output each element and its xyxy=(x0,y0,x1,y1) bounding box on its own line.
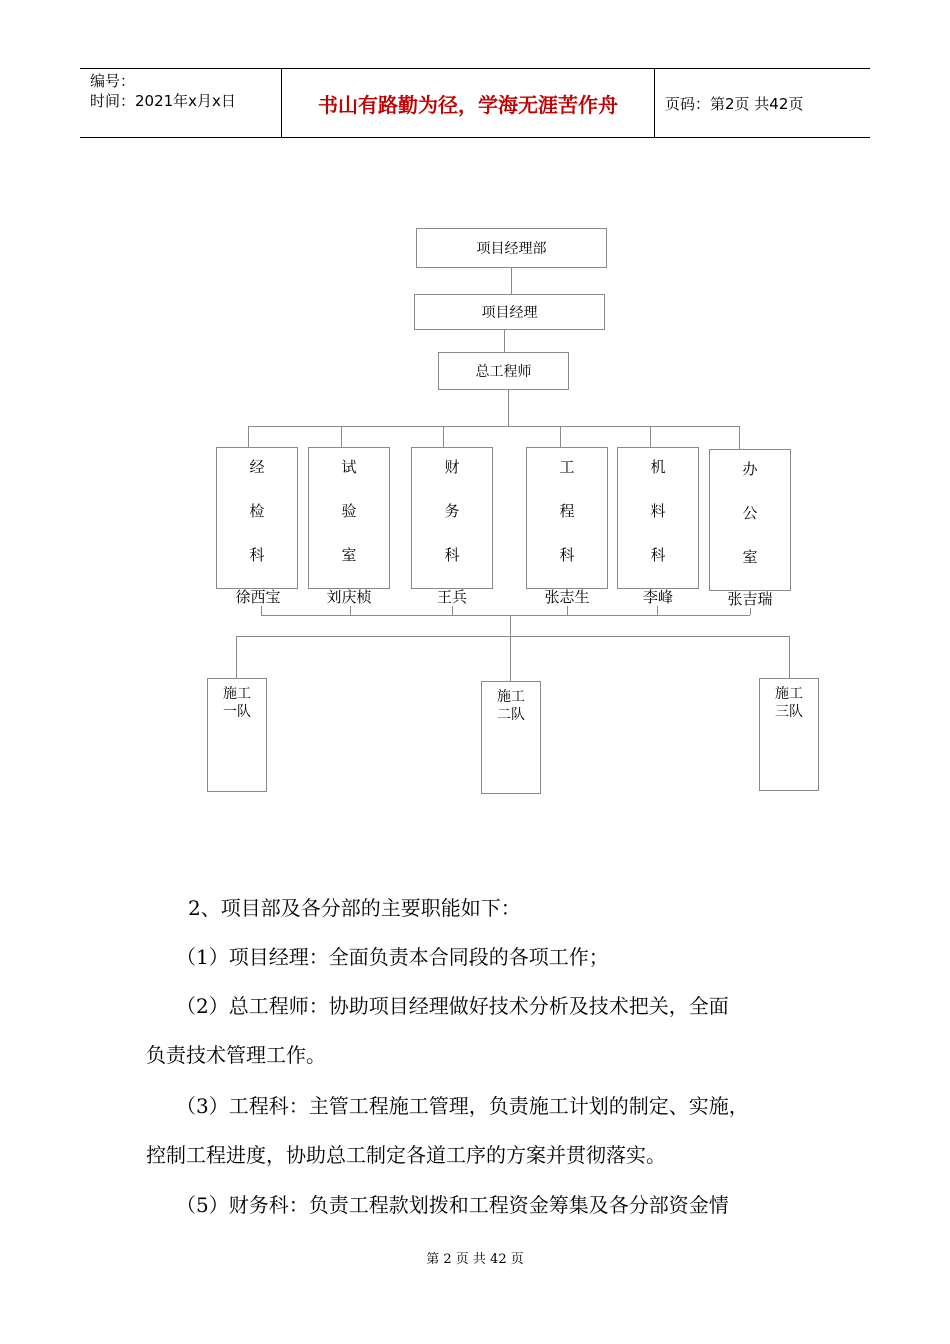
team-label-line: 一队 xyxy=(223,704,251,720)
paragraph: （2）总工程师：协助项目经理做好技术分析及技术把关，全面 xyxy=(176,994,729,1018)
connector xyxy=(443,426,444,447)
connector xyxy=(248,426,249,447)
team-label-line: 二队 xyxy=(497,707,525,723)
connector xyxy=(567,606,568,615)
header-meta xyxy=(90,71,236,111)
connector xyxy=(739,426,740,449)
team-box xyxy=(481,681,541,794)
dept-char: 室 xyxy=(742,548,758,566)
dept-char: 务 xyxy=(444,502,460,520)
dept-box xyxy=(216,447,298,589)
paragraph: 负责技术管理工作。 xyxy=(146,1043,326,1067)
connector xyxy=(236,636,789,637)
connector xyxy=(650,426,651,447)
connector xyxy=(261,615,750,616)
dept-char: 工 xyxy=(559,458,575,476)
dept-char: 料 xyxy=(650,502,666,520)
connector xyxy=(504,330,505,352)
connector xyxy=(508,390,509,426)
dept-char: 试 xyxy=(341,458,357,476)
dept-person: 张吉瑞 xyxy=(727,590,773,608)
dept-char: 科 xyxy=(559,546,575,564)
org-chief-box xyxy=(438,352,569,390)
org-manager-box xyxy=(414,294,605,330)
connector xyxy=(261,606,262,615)
connector xyxy=(350,606,351,615)
dept-char: 检 xyxy=(249,502,265,520)
connector xyxy=(341,426,342,447)
connector xyxy=(560,426,561,447)
dept-char: 科 xyxy=(249,546,265,564)
dept-box xyxy=(411,447,493,589)
page-footer: 第 2 页 共 42 页 xyxy=(426,1252,524,1267)
team-label-line: 施工 xyxy=(775,686,803,702)
team-box xyxy=(759,678,819,791)
team-label xyxy=(482,688,540,724)
org-top-box xyxy=(416,228,607,268)
dept-char: 科 xyxy=(650,546,666,564)
team-box xyxy=(207,678,267,792)
dept-char: 室 xyxy=(341,546,357,564)
team-label xyxy=(760,685,818,721)
dept-person: 徐西宝 xyxy=(235,588,281,606)
dept-char: 科 xyxy=(444,546,460,564)
dept-person: 刘庆桢 xyxy=(326,588,372,606)
header-motto: 书山有路勤为径，学海无涯苦作舟 xyxy=(318,92,618,117)
connector xyxy=(510,615,511,681)
org-manager-label: 项目经理 xyxy=(481,305,538,321)
paragraph: （5）财务科：负责工程款划拨和工程资金筹集及各分部资金情 xyxy=(176,1193,729,1217)
connector xyxy=(789,636,790,678)
dept-person: 李峰 xyxy=(642,588,673,606)
connector xyxy=(511,268,512,294)
dept-char: 机 xyxy=(650,458,666,476)
header-divider xyxy=(654,69,655,137)
header-number: 编号： xyxy=(90,72,136,90)
org-top-label: 项目经理部 xyxy=(476,241,547,257)
connector xyxy=(452,606,453,615)
dept-char: 公 xyxy=(742,504,758,522)
dept-box xyxy=(709,449,791,591)
dept-char: 经 xyxy=(249,458,265,476)
page-header xyxy=(80,68,870,138)
org-chief-label: 总工程师 xyxy=(475,364,532,380)
dept-box xyxy=(526,447,608,589)
dept-char: 程 xyxy=(559,502,575,520)
paragraph: （1）项目经理：全面负责本合同段的各项工作； xyxy=(176,945,609,969)
header-time: 时间：2021年x月x日 xyxy=(90,92,236,110)
dept-char: 财 xyxy=(444,458,460,476)
dept-box xyxy=(617,447,699,589)
header-page-info: 页码：第2页 共42页 xyxy=(665,95,804,113)
team-label xyxy=(208,685,266,721)
dept-person: 王兵 xyxy=(436,588,467,606)
paragraph: （3）工程科：主管工程施工管理，负责施工计划的制定、实施， xyxy=(176,1094,749,1118)
dept-char: 验 xyxy=(341,502,357,520)
team-label-line: 施工 xyxy=(223,686,251,702)
connector xyxy=(657,606,658,615)
connector xyxy=(750,608,751,615)
connector xyxy=(248,426,739,427)
paragraph: 2、项目部及各分部的主要职能如下： xyxy=(188,896,521,920)
paragraph: 控制工程进度，协助总工制定各道工序的方案并贯彻落实。 xyxy=(146,1143,666,1167)
connector xyxy=(236,636,237,678)
dept-person: 张志生 xyxy=(544,588,590,606)
dept-box xyxy=(308,447,390,589)
dept-char: 办 xyxy=(742,460,758,478)
team-label-line: 三队 xyxy=(775,704,803,720)
team-label-line: 施工 xyxy=(497,689,525,705)
